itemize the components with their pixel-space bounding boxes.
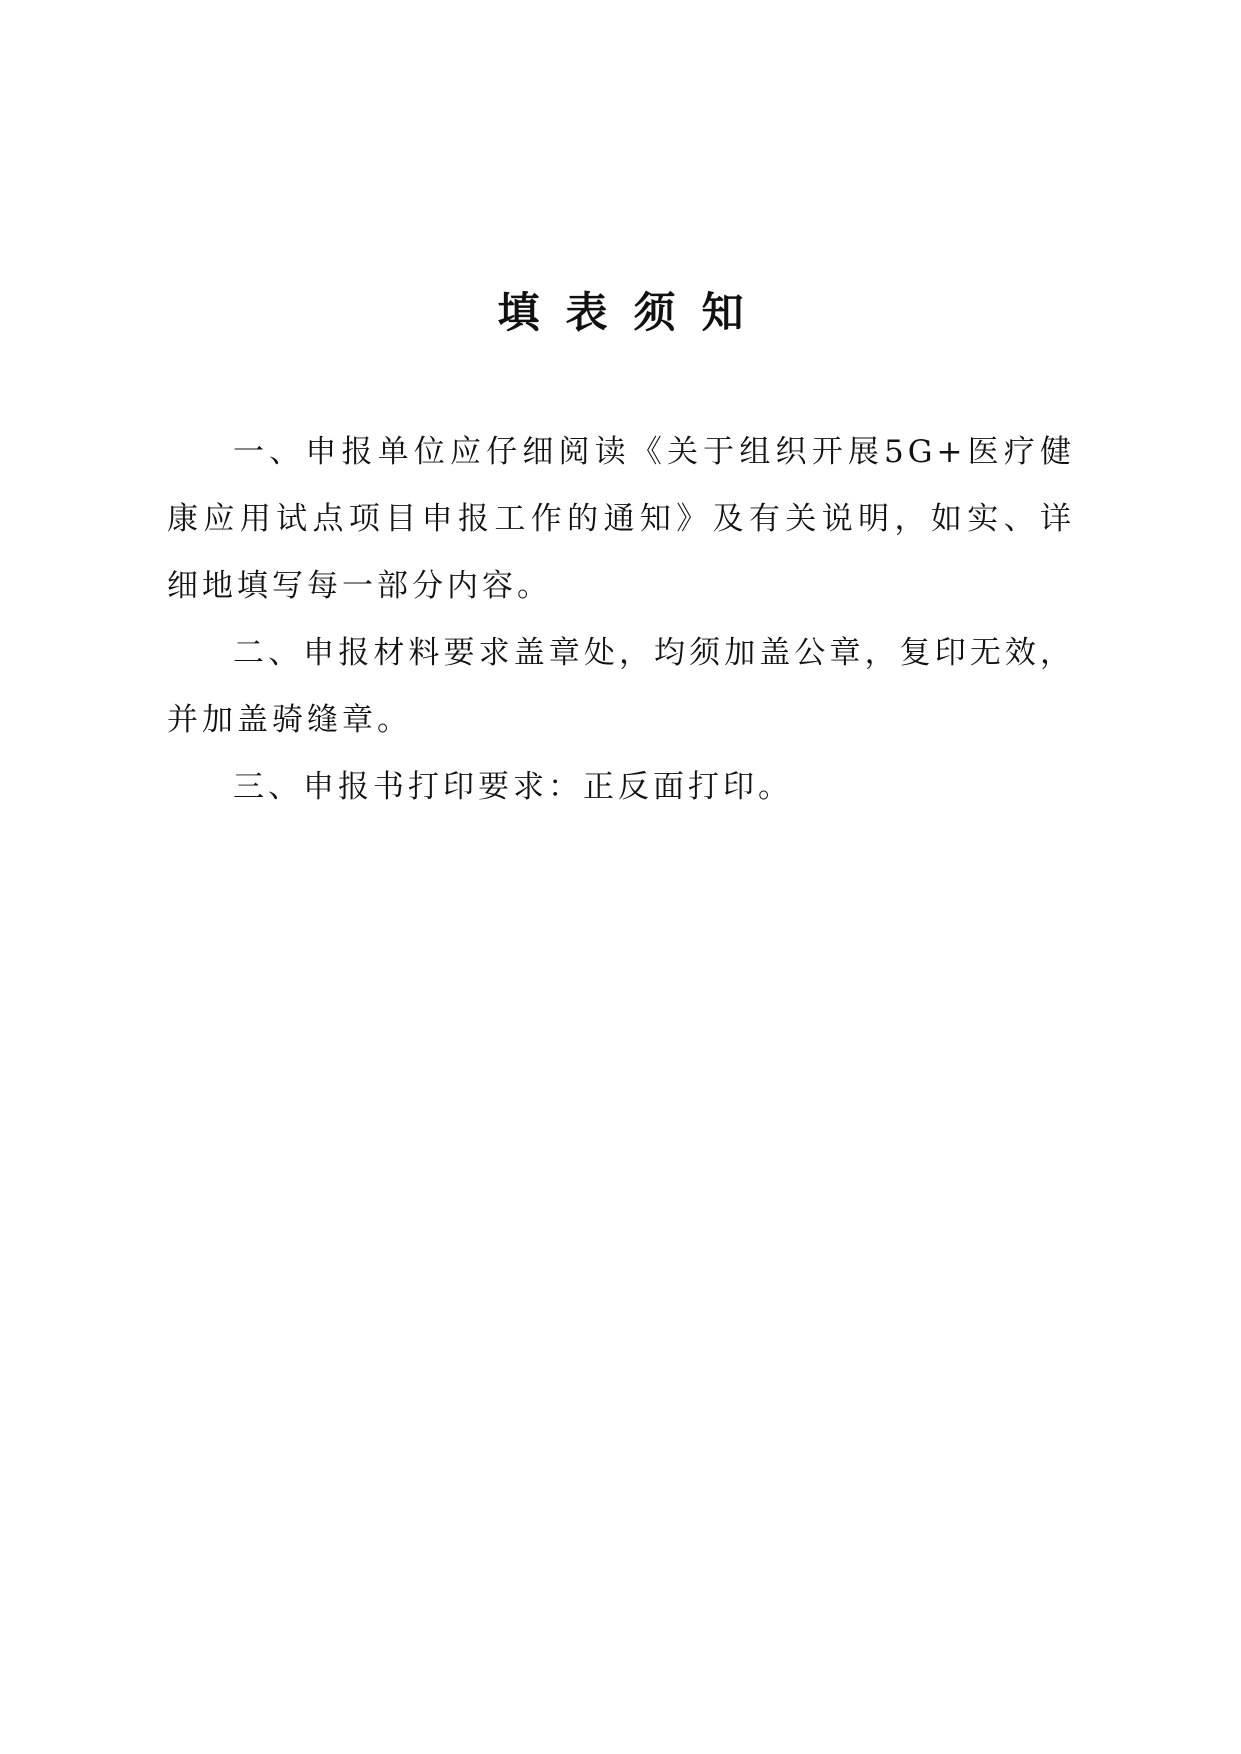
- instruction-paragraph-2: 二、申报材料要求盖章处，均须加盖公章，复印无效，并加盖骑缝章。: [167, 635, 1075, 738]
- instruction-paragraph-1: 一、申报单位应仔细阅读《关于组织开展5G+医疗健康应用试点项目申报工作的通知》及有关说明，如实、详细地填写每一部分内容。: [167, 434, 1075, 604]
- instructions-body: [167, 419, 1075, 821]
- page-title: 填表须知: [497, 288, 770, 337]
- instruction-paragraph-3: 三、申报书打印要求：正反面打印。: [233, 769, 793, 805]
